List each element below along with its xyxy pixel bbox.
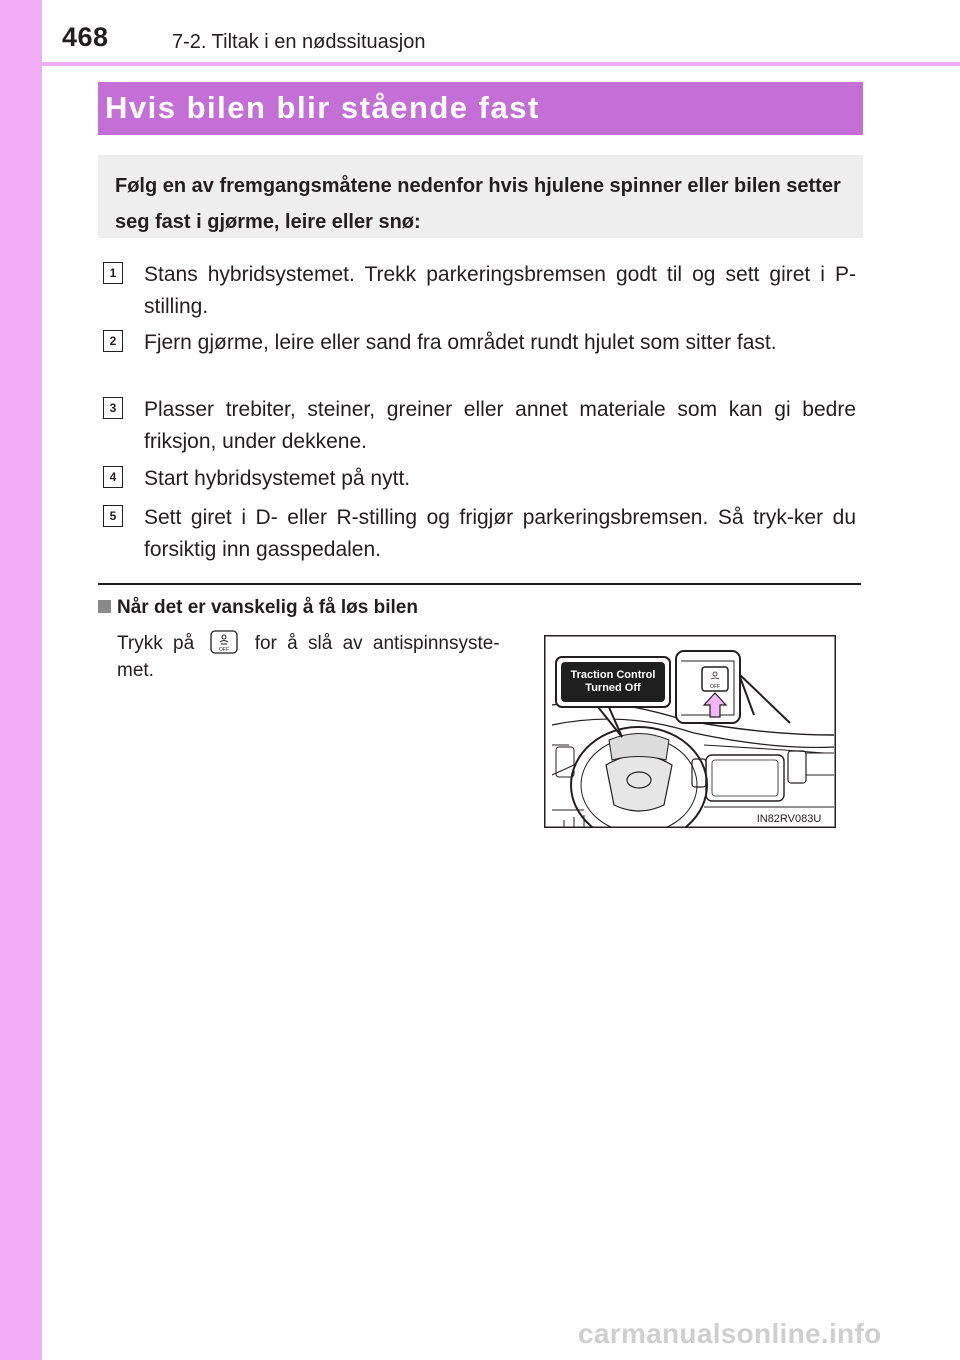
step-text: Start hybridsystemet på nytt. [144, 467, 411, 490]
step-text: Stans hybridsystemet. Trekk parkeringsbremsen godt til og sett giret i P-stilling. [144, 263, 856, 318]
text-before-icon: Trykk på [117, 633, 195, 654]
dashboard-figure [544, 635, 836, 828]
step-number: 5 [103, 505, 123, 527]
button-off-label: OFF [710, 684, 720, 690]
header-rule [42, 62, 960, 66]
svg-text:OFF: OFF [219, 647, 230, 653]
step-number: 1 [103, 262, 123, 284]
section-divider [98, 583, 861, 585]
square-bullet-icon [98, 600, 111, 613]
step-number: 4 [103, 466, 123, 488]
step-text: Fjern gjørme, leire eller sand fra området rundt hjulet som sitter fast. [144, 331, 777, 354]
figure-code: IN82RV083U [756, 813, 822, 825]
callout-line2: Turned Off [585, 682, 641, 694]
subsection-heading-text: Når det er vanskelig å få løs bilen [117, 597, 418, 618]
section-title: 7-2. Tiltak i en nødssituasjon [172, 31, 426, 53]
text-after-icon: for å slå av antispinnsyste-met. [117, 633, 500, 681]
subsection-heading [98, 597, 418, 619]
page-number: 468 [62, 22, 109, 52]
title-banner [98, 82, 863, 135]
callout-line1: Traction Control [570, 669, 656, 681]
intro-box [98, 155, 863, 238]
step-text: Sett giret i D- eller R-stilling og frigjør parkeringsbremsen. Så tryk-ker du forsiktig inn gasspedalen. [144, 506, 856, 561]
step-number: 3 [103, 397, 123, 419]
page-title: Hvis bilen blir stående fast [105, 90, 540, 125]
intro-text: Følg en av fremgangsmåtene nedenfor hvis hjulene spinner eller bilen setter seg fast i gjørme, leire eller snø: [115, 175, 841, 233]
left-color-band [0, 0, 42, 1360]
step-number: 2 [103, 330, 123, 352]
subsection-text [117, 630, 519, 684]
watermark: carmanualsonline.info [578, 1318, 882, 1349]
traction-control-off-icon [210, 630, 238, 654]
step-text: Plasser trebiter, steiner, greiner eller annet materiale som kan gi bedre friksjon, under dekkene. [144, 398, 856, 453]
